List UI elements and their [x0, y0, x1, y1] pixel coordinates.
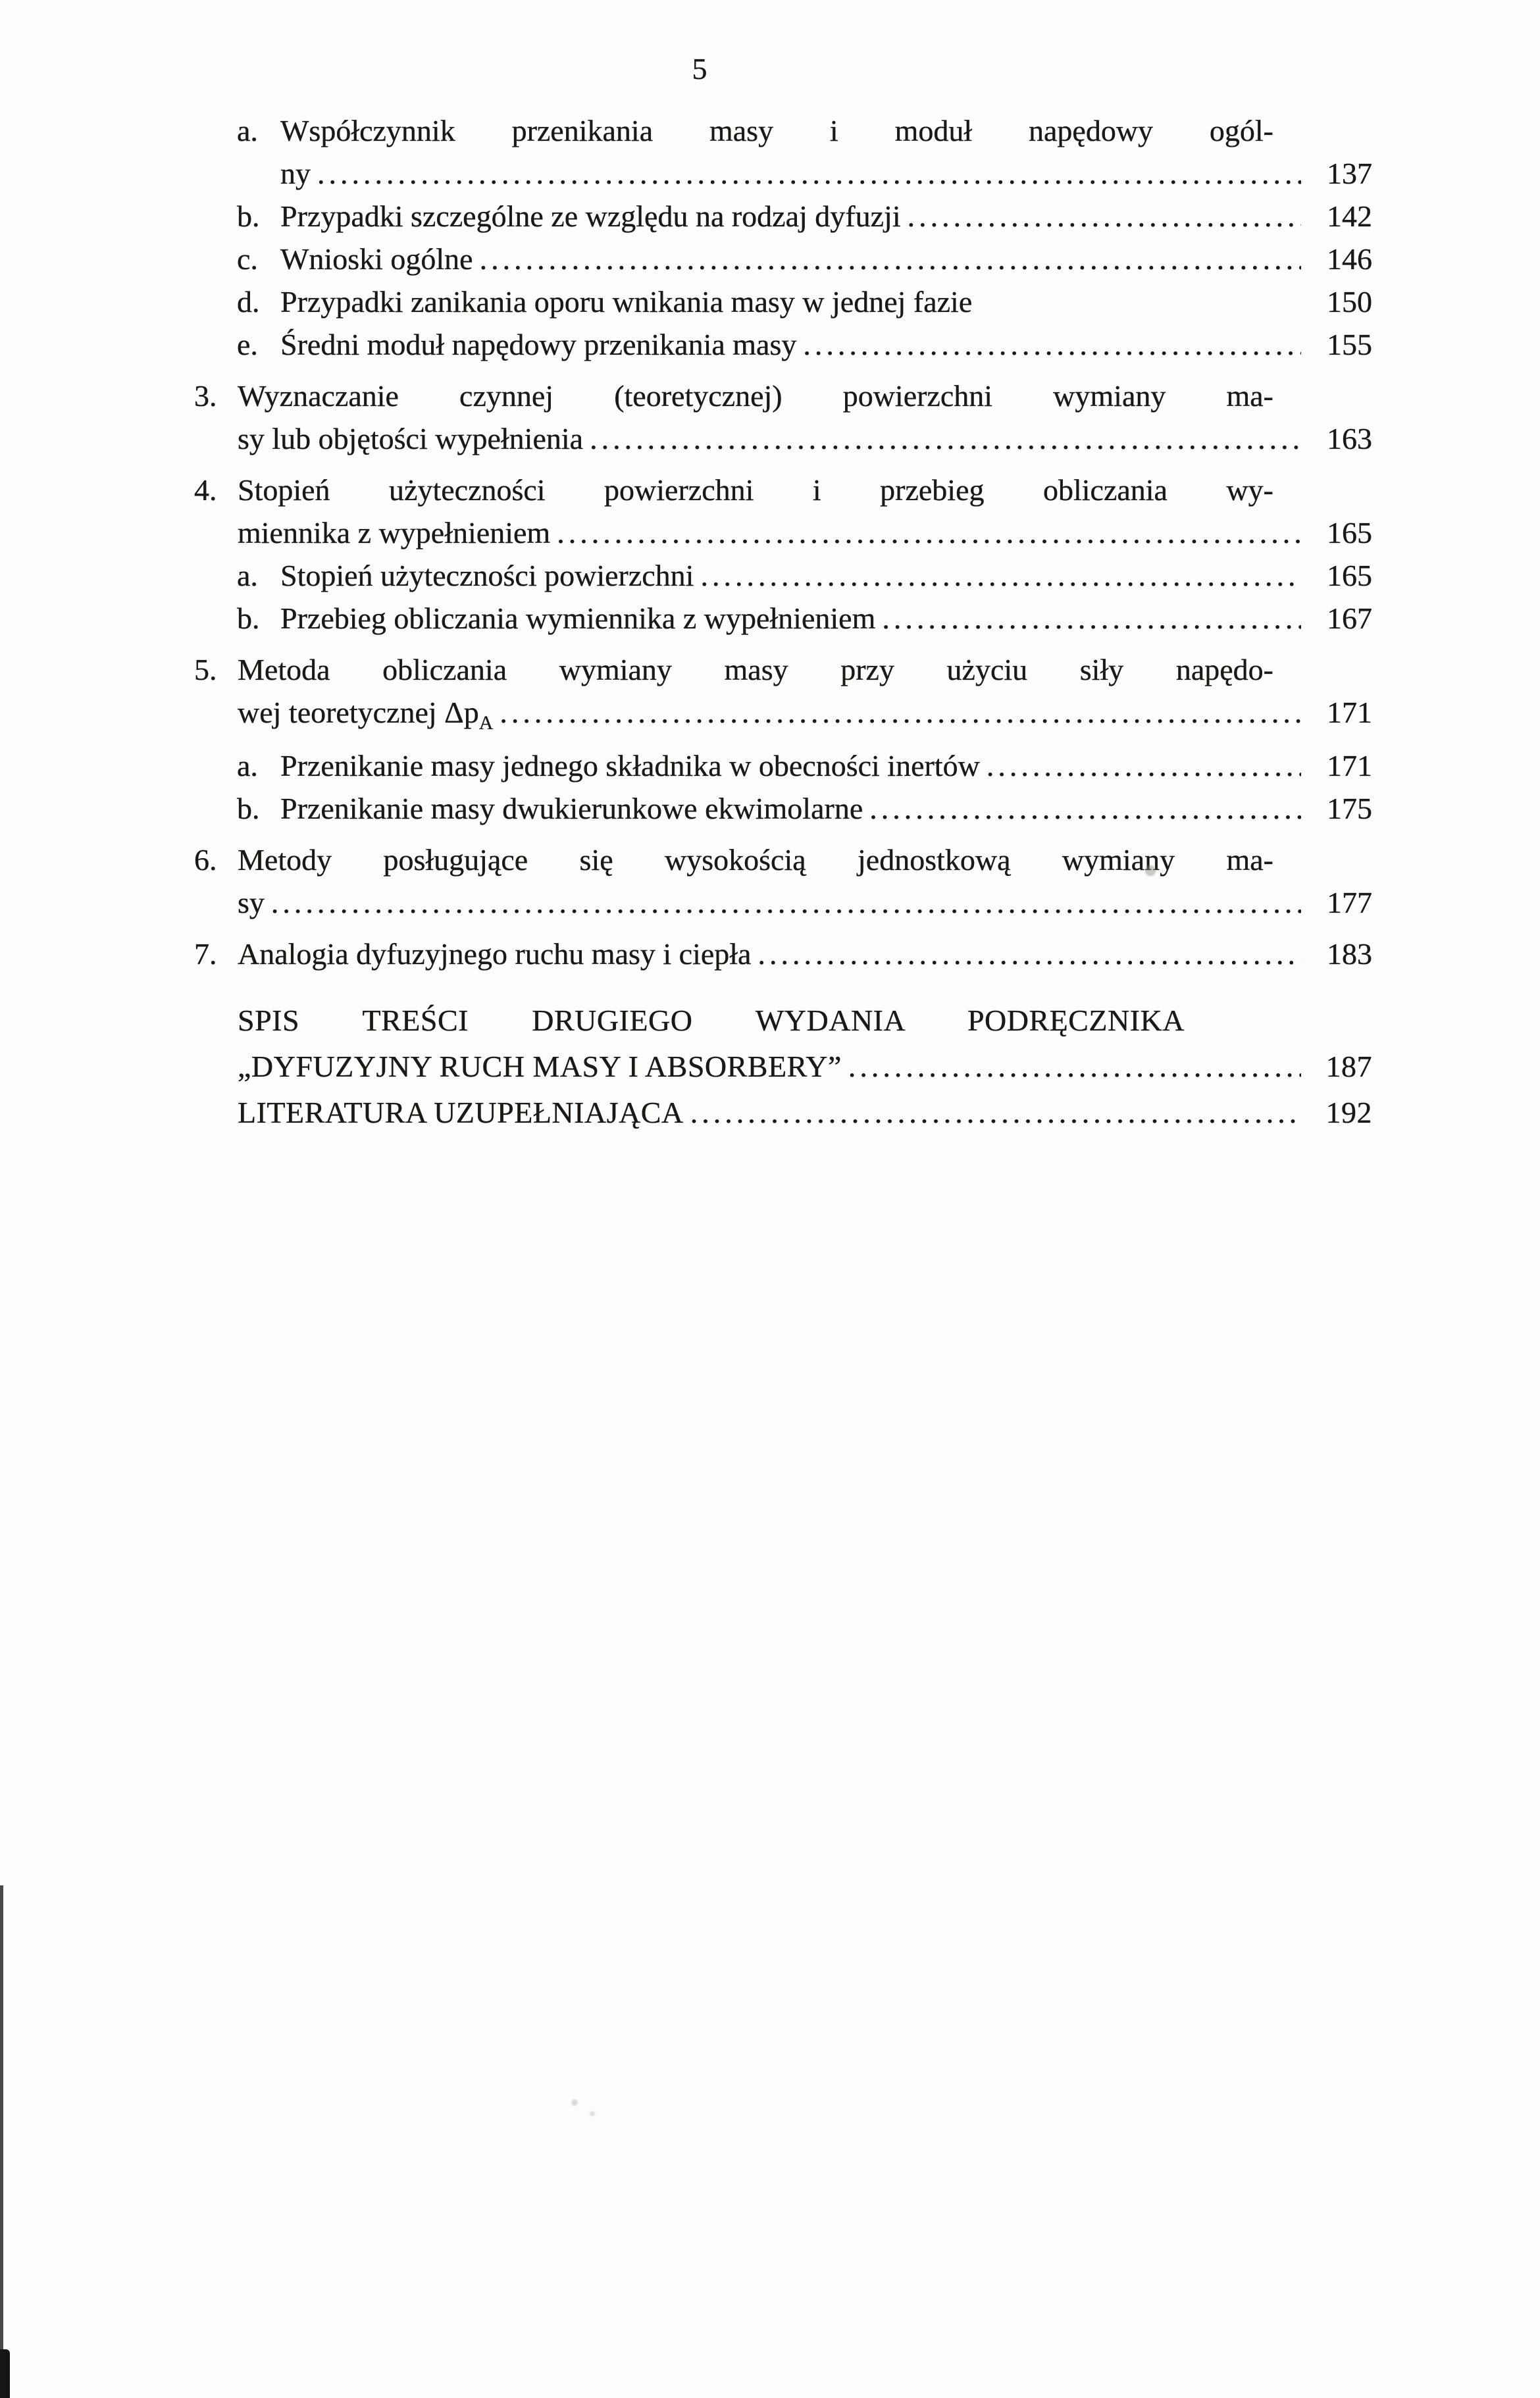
toc-entry-text: [280, 280, 972, 323]
dot-leader: [317, 152, 1301, 195]
toc-entry-last-line: [238, 1044, 1372, 1090]
toc-entry: [194, 838, 1372, 924]
toc-entry-wrap-line: Metody posługujące się wysokością jednostkową wymiany ma-: [238, 843, 1273, 877]
toc-entry: [194, 744, 1372, 787]
toc-entry: [194, 323, 1372, 366]
toc-entry-last-line: [280, 744, 1372, 787]
toc-entry-text: [280, 195, 901, 238]
page-number: 5: [692, 52, 707, 86]
toc-entry-text-main: Przebieg obliczania wymiennika z wypełnieniem: [280, 601, 876, 635]
toc-entry: [194, 648, 1372, 744]
toc-entry-text-main: Przypadki zanikania oporu wnikania masy w jednej fazie: [280, 285, 973, 319]
toc-page-ref: 183: [1327, 937, 1372, 971]
toc-entry-last-line: [280, 323, 1372, 366]
toc-entry-marker: 5.: [194, 653, 217, 686]
toc-entry-last-line: [280, 280, 1372, 323]
toc-entry: [194, 998, 1372, 1090]
toc-entry-text-main: Analogia dyfuzyjnego ruchu masy i ciepła: [238, 937, 752, 971]
dot-leader: [500, 691, 1301, 734]
toc-entry-marker: [194, 998, 238, 1090]
toc-page-ref: 165: [1327, 516, 1372, 549]
dot-leader: [908, 195, 1301, 238]
toc-page-ref: 146: [1327, 242, 1372, 276]
toc-entry-text-main: miennika z wypełnieniem: [238, 516, 551, 549]
toc-entry: [194, 932, 1372, 975]
toc-entry-text: [238, 881, 265, 924]
toc-entry-wrap-line: Wyznaczanie czynnej (teoretycznej) powierzchni wymiany ma-: [238, 379, 1273, 413]
toc-entry-text: [280, 323, 796, 366]
scan-artifact-corner: [0, 2349, 10, 2398]
toc-entry-content: [238, 374, 1372, 460]
toc-entry-text-main: sy lub objętości wypełnienia: [238, 422, 584, 455]
scan-artifact-left-edge: [0, 1885, 3, 2398]
toc-page-ref: 187: [1325, 1050, 1372, 1084]
toc-entry-content: [280, 238, 1372, 280]
dot-leader: [869, 787, 1301, 830]
toc-entry-last-line: [238, 691, 1372, 744]
toc-entry-wrap-line: SPIS TREŚCI DRUGIEGO WYDANIA PODRĘCZNIKA: [238, 1004, 1185, 1038]
toc-entry-wrap-line: Metoda obliczania wymiany masy przy użyciu siły napędo-: [238, 653, 1273, 686]
toc-entry-content: [280, 554, 1372, 597]
toc-entry: [194, 374, 1372, 460]
scan-artifact-speck: [590, 2111, 595, 2116]
toc-entry-content: [238, 469, 1372, 554]
toc-entry-text: [238, 417, 583, 460]
toc-entry: [194, 109, 1372, 195]
toc-entry-content: [280, 744, 1372, 787]
toc-page-ref: 142: [1327, 199, 1372, 233]
table-of-contents: [194, 109, 1372, 1136]
dot-leader: [557, 511, 1301, 554]
toc-entry-content: [280, 597, 1372, 640]
toc-entry-text: [238, 1044, 842, 1090]
toc-entry-content: [280, 787, 1372, 830]
toc-page-ref: 137: [1327, 157, 1372, 190]
toc-page-ref: 171: [1327, 749, 1372, 783]
toc-page-ref: 167: [1327, 601, 1372, 635]
toc-page-ref: 177: [1327, 886, 1372, 920]
toc-entry-marker: a.: [237, 749, 258, 783]
toc-entry-last-line: [280, 554, 1372, 597]
toc-entry-last-line: [280, 152, 1372, 195]
subscript-text: A: [478, 712, 494, 734]
dot-leader: [848, 1044, 1301, 1090]
toc-entry-marker: a.: [237, 114, 258, 147]
toc-entry-last-line: [280, 195, 1372, 238]
toc-entry-last-line: [238, 511, 1372, 554]
toc-entry-text-main: LITERATURA UZUPEŁNIAJĄCA: [238, 1096, 684, 1130]
toc-entry-wrap-line: Współczynnik przenikania masy i moduł napędowy ogól-: [280, 114, 1273, 147]
toc-entry-last-line: [238, 881, 1372, 924]
toc-entry: [194, 787, 1372, 830]
toc-entry-last-line: [238, 932, 1372, 975]
toc-entry-marker: b.: [237, 199, 260, 233]
toc-entry-text-main: ny: [280, 157, 311, 190]
toc-entry-marker: d.: [237, 285, 260, 319]
toc-entry-marker: [194, 1090, 238, 1136]
dot-leader: [480, 238, 1301, 280]
toc-entry-text: [280, 597, 875, 640]
toc-entry-text: [280, 152, 311, 195]
toc-entry-content: [280, 195, 1372, 238]
toc-entry-marker: b.: [237, 792, 260, 826]
toc-entry-content: [280, 323, 1372, 366]
toc-entry-content: [238, 648, 1372, 744]
dot-leader: [757, 932, 1301, 975]
toc-entry: [194, 280, 1372, 323]
dot-leader: [803, 323, 1301, 366]
toc-entry-marker: 3.: [194, 379, 217, 413]
toc-entry: [194, 597, 1372, 640]
toc-page-ref: 155: [1327, 328, 1372, 361]
toc-entry-marker: 4.: [194, 473, 217, 507]
toc-entry: [194, 1090, 1372, 1136]
toc-entry-text-main: Stopień użyteczności powierzchni: [280, 559, 694, 592]
toc-page-ref: 163: [1327, 422, 1372, 455]
toc-entry-last-line: [238, 417, 1372, 460]
dot-leader: [590, 417, 1301, 460]
toc-entry-text-main: Przenikanie masy jednego składnika w obecności inertów: [280, 749, 980, 783]
toc-entry-text-main: Przenikanie masy dwukierunkowe ekwimolarne: [280, 792, 863, 826]
toc-entry-text-main: „DYFUZYJNY RUCH MASY I ABSORBERY”: [238, 1050, 842, 1084]
toc-entry-last-line: [238, 1090, 1372, 1136]
toc-entry-text: [238, 691, 493, 744]
toc-entry-text-main: Średni moduł napędowy przenikania masy: [280, 328, 797, 361]
toc-entry-content: [280, 109, 1372, 195]
toc-entry-marker: 6.: [194, 843, 217, 877]
dot-leader: [271, 881, 1301, 924]
toc-entry: [194, 238, 1372, 280]
toc-entry-content: [280, 280, 1372, 323]
toc-entry-marker: e.: [237, 328, 258, 361]
toc-entry-text: [280, 238, 473, 280]
toc-entry-text: [238, 511, 550, 554]
toc-entry-marker: 7.: [194, 937, 217, 971]
toc-entry-content: [238, 838, 1372, 924]
toc-entry-text: [280, 554, 694, 597]
toc-entry-content: [238, 1090, 1372, 1136]
dot-leader: [690, 1090, 1301, 1136]
toc-entry-marker: a.: [237, 559, 258, 592]
toc-entry-text-main: Wnioski ogólne: [280, 242, 473, 276]
toc-entry-text: [280, 744, 980, 787]
toc-entry-text-main: wej teoretycznej Δp: [238, 696, 479, 729]
toc-entry-last-line: [280, 597, 1372, 640]
toc-entry-content: [238, 932, 1372, 975]
toc-entry-content: [238, 998, 1372, 1090]
toc-page-ref: 150: [1327, 285, 1372, 319]
toc-entry-text: [280, 787, 863, 830]
toc-entry-last-line: [280, 238, 1372, 280]
toc-entry-text-main: sy: [238, 886, 265, 920]
toc-page-ref: 175: [1327, 792, 1372, 826]
toc-page-ref: 192: [1325, 1096, 1372, 1130]
toc-entry-text: [238, 932, 751, 975]
dot-leader: [987, 744, 1301, 787]
toc-entry-marker: c.: [237, 242, 258, 276]
toc-entry-marker: b.: [237, 601, 260, 635]
toc-entry: [194, 195, 1372, 238]
toc-entry-text: [238, 1090, 684, 1136]
dot-leader: [700, 554, 1301, 597]
scan-artifact-speck: [571, 2099, 578, 2106]
toc-entry: [194, 469, 1372, 554]
dot-leader: [882, 597, 1301, 640]
toc-entry-last-line: [280, 787, 1372, 830]
toc-entry: [194, 554, 1372, 597]
toc-entry-wrap-line: Stopień użyteczności powierzchni i przebieg obliczania wy-: [238, 473, 1273, 507]
toc-page-ref: 165: [1327, 559, 1372, 592]
toc-entry-text-main: Przypadki szczególne ze względu na rodzaj dyfuzji: [280, 199, 901, 233]
toc-page-ref: 171: [1327, 696, 1372, 729]
